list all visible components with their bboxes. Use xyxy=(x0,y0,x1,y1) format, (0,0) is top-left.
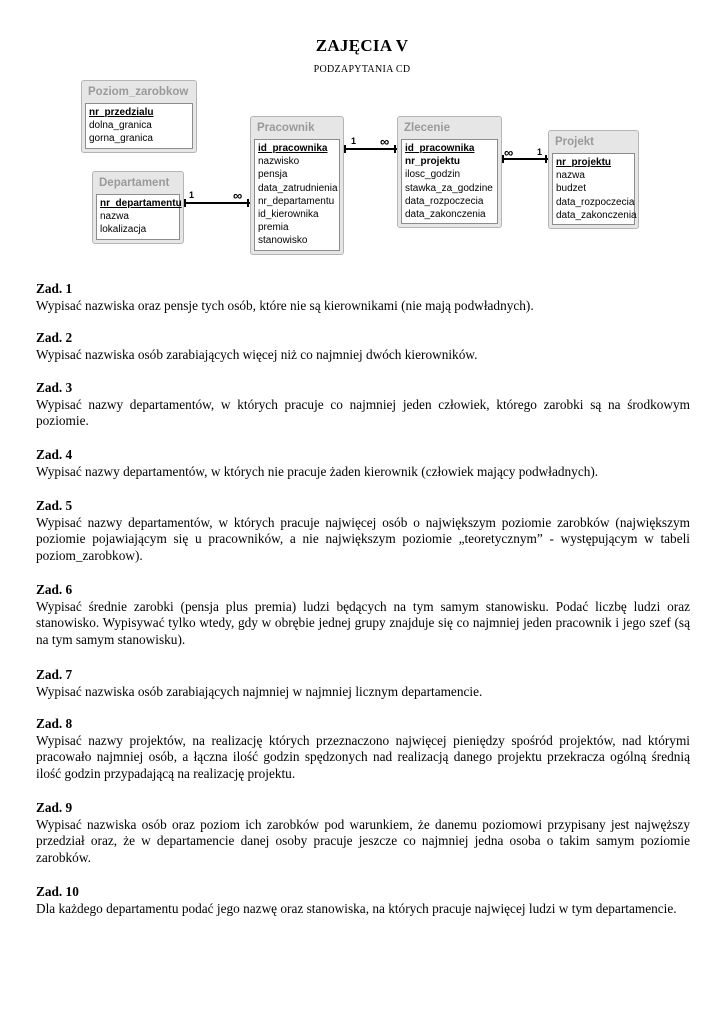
task-text: Wypisać nazwy departamentów, w których pracuje najwięcej osób o największym poziomie zarobków (największym poziomie pojawiającym się u pracowników, a nie największym poziomie „teoretycznym” - występującym w tabeli poziom_zarobkow). xyxy=(36,514,690,563)
task-heading: Zad. 2 xyxy=(36,330,73,345)
table-field: pensja xyxy=(258,169,288,181)
relation-many-label: ∞ xyxy=(380,134,390,149)
relation-tick xyxy=(394,145,396,153)
task-1 xyxy=(36,281,690,314)
task-heading: Zad. 9 xyxy=(36,800,73,815)
table-field: stawka_za_godzine xyxy=(405,182,493,194)
table-title: Poziom_zarobkow xyxy=(88,86,189,98)
table-title: Projekt xyxy=(555,136,594,148)
table-field: nr_departamentu xyxy=(100,198,182,209)
task-7 xyxy=(36,667,690,700)
task-4 xyxy=(36,447,690,480)
table-field: data_rozpoczecia xyxy=(556,196,635,208)
relation-tick xyxy=(344,145,346,153)
task-heading: Zad. 1 xyxy=(36,281,73,296)
table-title: Zlecenie xyxy=(404,122,451,134)
relation-one-label: 1 xyxy=(537,147,543,157)
task-text: Dla każdego departamentu podać jego nazwę oraz stanowiska, na których pracuje najwięcej ludzi w tym departamencie. xyxy=(36,900,677,916)
table-field: data_zakonczenia xyxy=(556,209,637,221)
table-field: premia xyxy=(258,222,289,234)
task-heading: Zad. 4 xyxy=(36,447,73,462)
table-field: nazwisko xyxy=(258,156,300,168)
task-text: Wypisać nazwy departamentów, w których pracuje co najmniej jeden człowiek, którego zarobki są na środkowym poziomie. xyxy=(36,396,690,428)
table-title: Departament xyxy=(99,177,170,189)
task-heading: Zad. 5 xyxy=(36,498,73,513)
table-poziom-zarobkow xyxy=(81,80,197,153)
table-pracownik xyxy=(250,116,344,255)
task-10 xyxy=(36,884,690,917)
task-text: Wypisać nazwy projektów, na realizację których przeznaczono najwięcej pieniędzy spośród projektów, nad którymi pracowało najmniej osób, a łączna ilość godzin spędzonych nad realizacją danego projektu przekracza ogólną średnią ilość godzin przypadającą na realizację projektu. xyxy=(36,732,690,781)
table-zlecenie xyxy=(397,116,502,228)
page-title: ZAJĘCIA V xyxy=(315,36,409,55)
table-field: nr_projektu xyxy=(556,157,612,168)
task-6 xyxy=(36,582,690,648)
relation-tick xyxy=(184,199,186,207)
relation-tick xyxy=(545,155,547,163)
task-heading: Zad. 7 xyxy=(36,667,73,682)
relation-many-label: ∞ xyxy=(233,188,243,203)
task-heading: Zad. 3 xyxy=(36,380,73,395)
task-text: Wypisać średnie zarobki (pensja plus premia) ludzi będących na tym samym stanowisku. Podać liczbę ludzi oraz stanowisko. Wypisywać tylko wtedy, gdy w obrębie jednej grupy znajduje się co najmniej jeden pracownik i jego szef (są na tym samym stanowisku). xyxy=(36,598,690,647)
table-field: data_zakonczenia xyxy=(405,209,486,221)
table-field: id_kierownika xyxy=(258,209,319,221)
task-8 xyxy=(36,716,690,782)
task-text: Wypisać nazwiska osób zarabiających najmniej w najmniej licznym departamencie. xyxy=(36,683,483,699)
task-5 xyxy=(36,498,690,564)
task-text: Wypisać nazwiska osób zarabiających więcej niż co najmniej dwóch kierowników. xyxy=(36,346,478,362)
relation-many-label: ∞ xyxy=(504,145,514,160)
table-field: data_rozpoczecia xyxy=(405,195,484,207)
table-field: data_zatrudnienia xyxy=(258,182,338,194)
table-field: gorna_granica xyxy=(89,133,153,145)
table-field: id_pracownika xyxy=(405,143,475,154)
task-heading: Zad. 10 xyxy=(36,884,79,899)
task-3 xyxy=(36,380,690,430)
table-title: Pracownik xyxy=(257,122,315,134)
table-field: id_pracownika xyxy=(258,143,328,154)
task-text: Wypisać nazwiska oraz pensje tych osób, które nie są kierownikami (nie mają podwładnych). xyxy=(36,297,534,313)
table-field: lokalizacja xyxy=(100,224,147,236)
table-field: nr_projektu xyxy=(405,156,461,168)
relation-one-label: 1 xyxy=(189,190,195,200)
table-field: ilosc_godzin xyxy=(405,169,461,181)
task-2 xyxy=(36,330,690,363)
table-projekt xyxy=(548,130,639,229)
task-heading: Zad. 8 xyxy=(36,716,73,731)
relation-one-label: 1 xyxy=(351,136,357,146)
table-field: nazwa xyxy=(100,211,129,223)
relation-tick xyxy=(247,199,249,207)
task-text: Wypisać nazwy departamentów, w których nie pracuje żaden kierownik (człowiek mający podwładnych). xyxy=(36,463,599,479)
task-text: Wypisać nazwiska osób oraz poziom ich zarobków pod warunkiem, że danemu poziomowi przypisany jest najwęższy przedział oraz, że w departamencie danej osoby pracuje jeszcze co najmniej jedna osoba o takim samym poziomie zarobków. xyxy=(36,816,690,865)
task-9 xyxy=(36,800,690,866)
task-heading: Zad. 6 xyxy=(36,582,73,597)
table-departament xyxy=(92,171,184,244)
table-field: dolna_granica xyxy=(89,120,152,132)
table-field: stanowisko xyxy=(258,235,308,247)
table-field: nr_departamentu xyxy=(258,195,335,207)
page-subtitle: PODZAPYTANIA CD xyxy=(313,64,411,75)
table-field: nr_przedzialu xyxy=(89,107,154,118)
table-field: nazwa xyxy=(556,170,585,182)
table-field: budzet xyxy=(556,183,587,195)
